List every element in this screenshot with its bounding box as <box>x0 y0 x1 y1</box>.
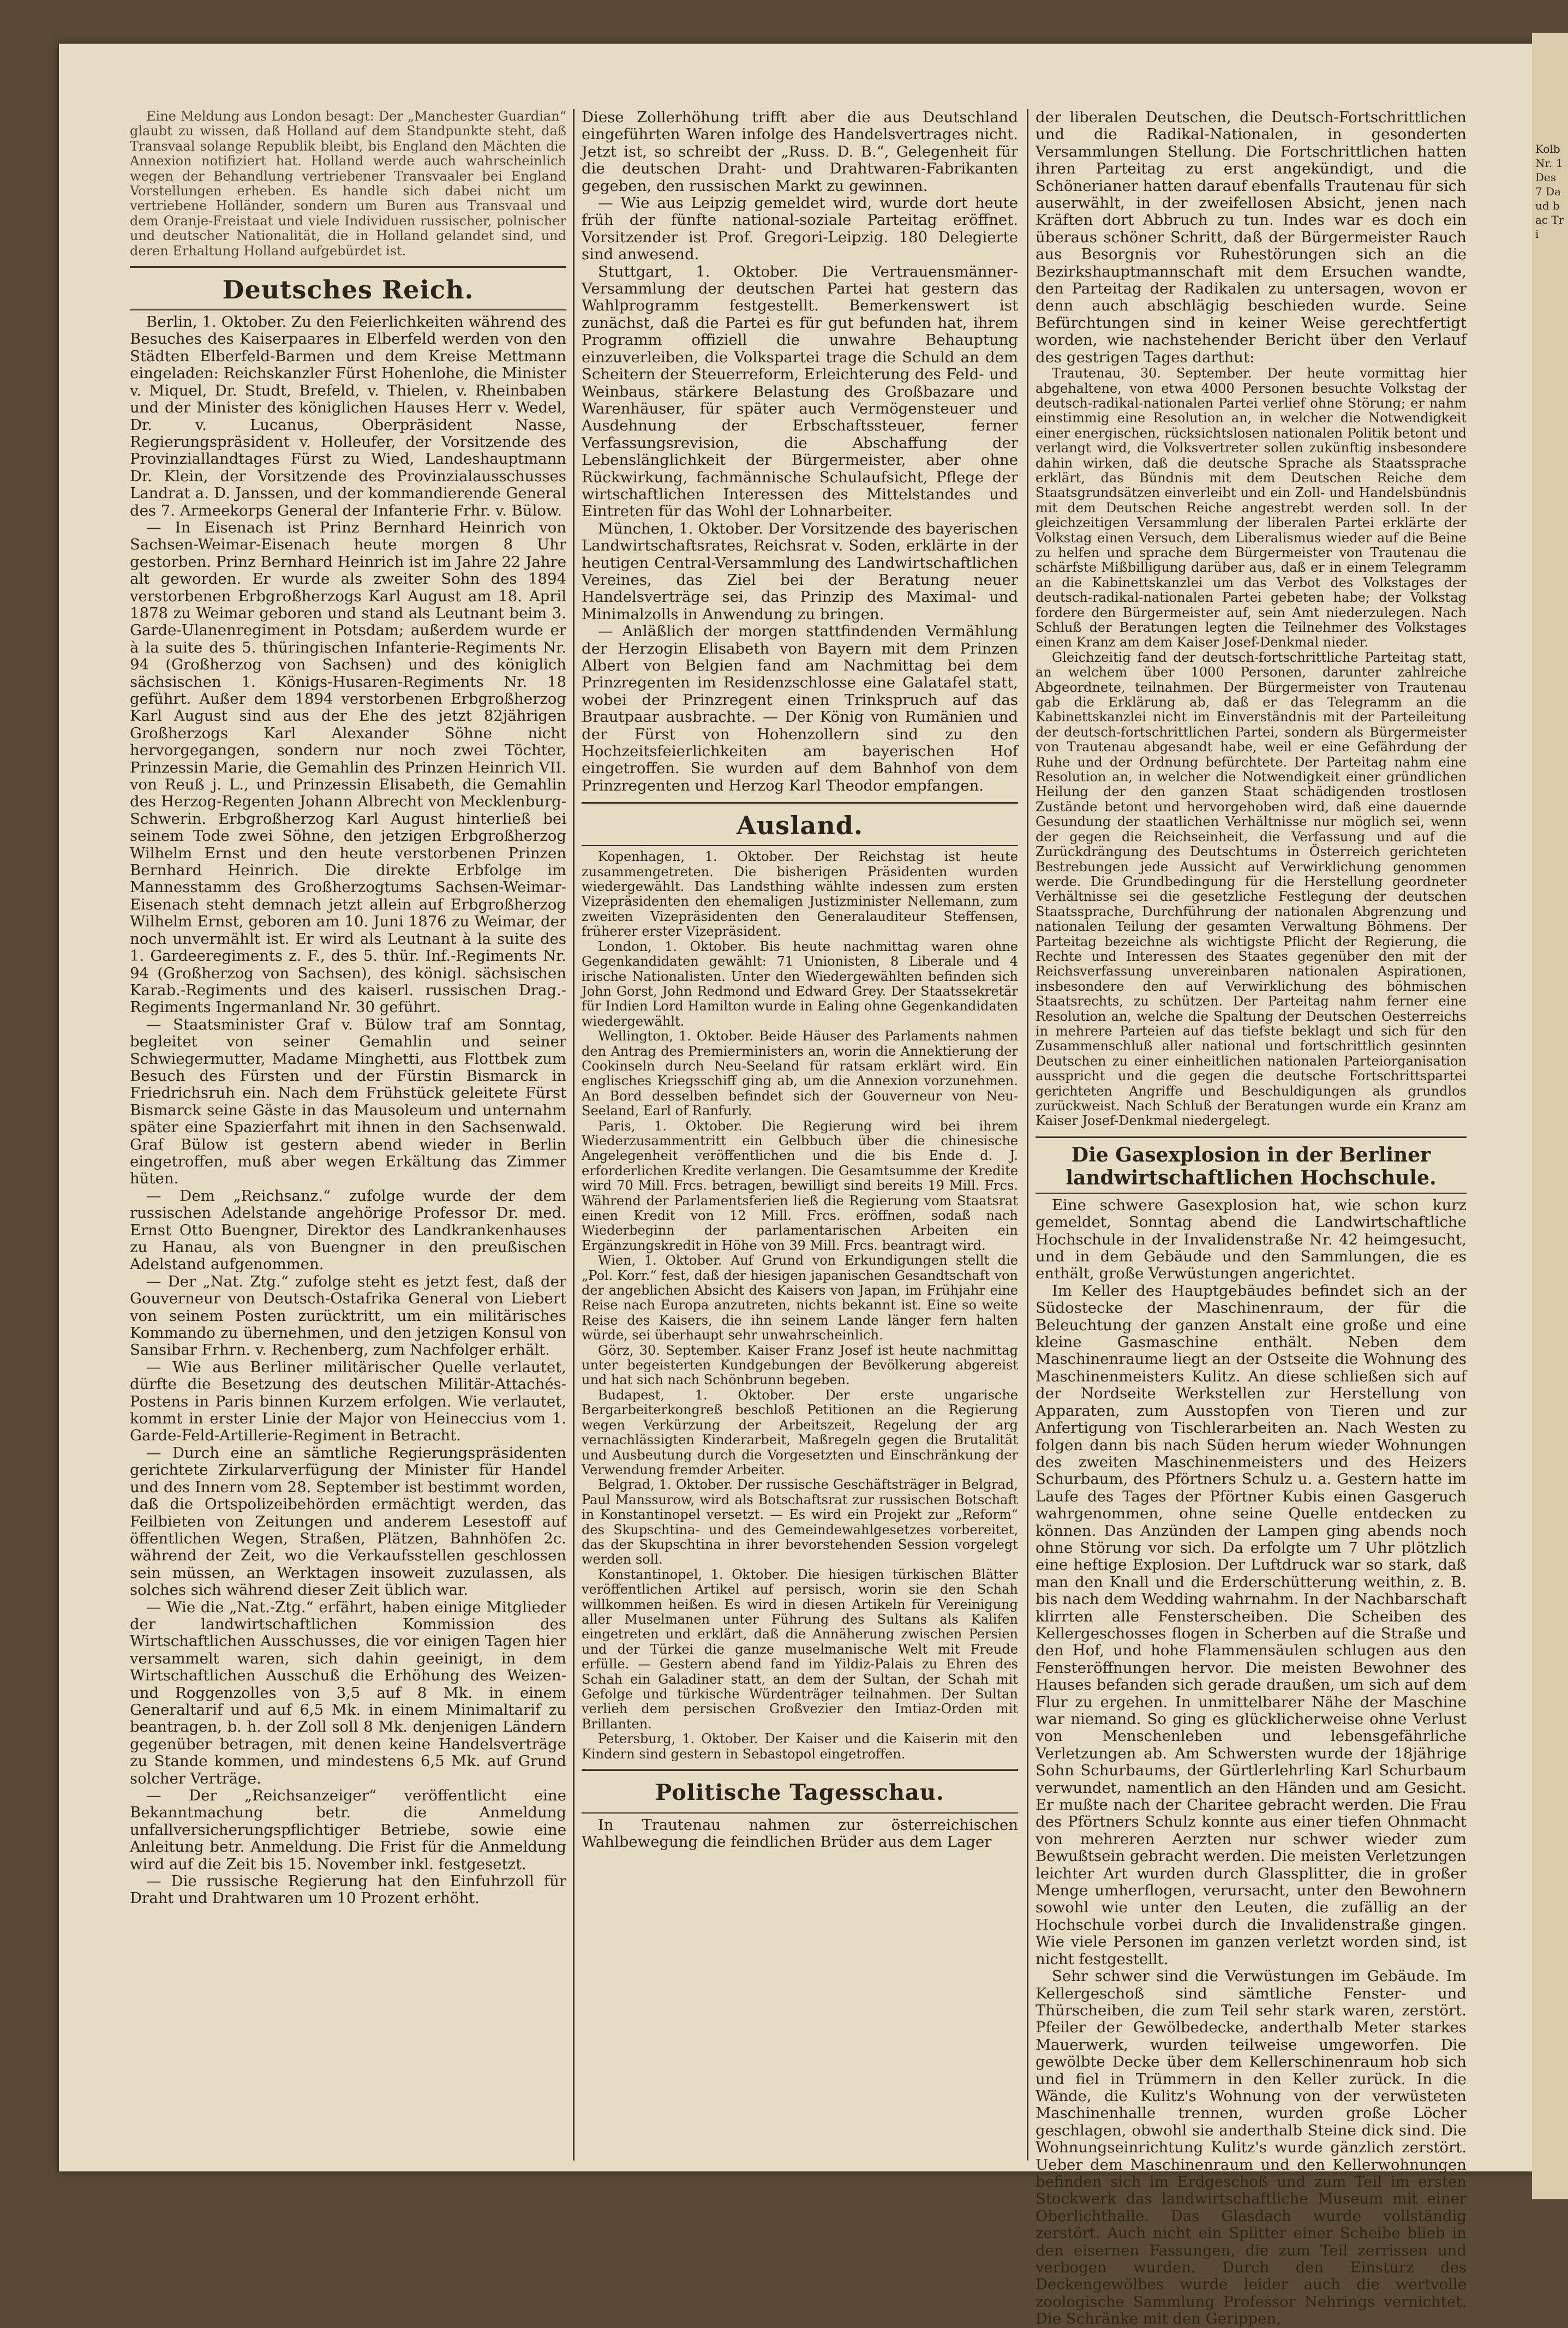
report-paragraph: Trautenau, 30. September. Der heute vormittag hier abgehaltene, von etwa 4000 Personen besuchte Volkstag der deutsch-radikal-nationalen Partei verlief ohne Störung; er nahm einstimmig eine Resolution an, in welcher die Notwendigkeit einer energischen, rücksichtslosen nationalen Politik betont und verlangt wird, die Volksvertreter sollen zukünftig insbesondere dahin wirken, daß die deutsche Sprache als Staatssprache erklärt, das Bündnis mit dem Deutschen Reiche dem Staatsgrundsätzen einverleibt und ein Zoll- und Handelsbündnis mit dem Deutschen Reiche angestrebt werden soll. In der gleichzeitigen Versammlung der liberalen Partei erklärte der Volkstag einen Versuch, dem Liberalismus wieder auf die Beine zu helfen und sprache dem Bürgermeister von Trautenau die schärfste Mißbilligung darüber aus, daß er in einem Telegramm an die Kabinettskanzlei um das Verbot des Volkstages der deutsch-radikal-nationalen Partei gebeten habe; der Volkstag fordere den Bürgermeister auf, sein Amt niederzulegen. Nach Schluß der Beratungen legten die Teilnehmer des Volkstages einen Kranz am dem Kaiser Josef-Denkmal nieder. <box>1036 366 1467 650</box>
news-item: Kopenhagen, 1. Oktober. Der Reichstag ist heute zusammengetreten. Die bisherigen Präsidenten wurden wiedergewählt. Das Landsthing wählte indessen zum ersten Vizepräsidenten den ehemaligen Justizminister Nellemann, zum zweiten Vizepräsidenten den Generalauditeur Steffensen, früherer erster Vizepräsident. <box>582 849 1018 939</box>
article-paragraph: München, 1. Oktober. Der Vorsitzende des bayerischen Landwirtschaftsrates, Reichsrat v. Soden, erklärte in der heutigen Central-Versammlung des Landwirtschaftlichen Vereines, das Ziel bei der Beratung neuer Handelsverträge sei, das Prinzip des Maximal- und Minimalzolls in Anwendung zu bringen. <box>582 519 1018 623</box>
section-divider <box>130 266 566 268</box>
article-paragraph: — Der „Nat. Ztg.“ zufolge steht es jetzt fest, daß der Gouverneur von Deutsch-Ostafrika General von Liebert von seinem Posten zurücktritt, um ein militärisches Kommando zu übernehmen, und den jetzigen Konsul von Sansibar Frhrn. v. Rechenberg, zum Nachfolger erhält. <box>130 1272 566 1359</box>
column-2 <box>582 109 1018 2161</box>
article-paragraph: der liberalen Deutschen, die Deutsch-Fortschrittlichen und die Radikal-Nationalen, in gesonderten Versammlungen Stellung. Die Fortschrittlichen hatten ihren Parteitag zu erst angekündigt, und die Schönerianer hatten darauf ebenfalls Trautenau für sich auserwählt, in der zweifellosen Absicht, jenen nach Kräften dort Abbruch zu tun. Indes war es doch ein überaus schöner Schritt, daß der Bürgermeister Rauch aus Besorgnis vor Ruhestörungen sich an die Bezirkshauptmannschaft mit dem Ersuchen wandte, den Parteitag der Radikalen zu untersagen, wovon er denn auch abschlägig beschieden wurde. Seine Befürchtungen sind in keiner Weise gerechtfertigt worden, wie nachstehender Bericht über den Verlauf des gestrigen Tages darthut: <box>1036 109 1467 366</box>
intro-paragraph: Eine Meldung aus London besagt: Der „Manchester Guardian“ glaubt zu wissen, daß Holland auf dem Standpunkte steht, daß Transvaal solange Republik bleibt, bis England den Mächten die Annexion notifiziert hat. Holland werde auch wahrscheinlich wegen der Behandlung vertriebener Transvaaler bei England Vorstellungen erheben. Es handle sich dabei nicht um vertriebene Holländer, sondern um Buren aus Transvaal und dem Oranje-Freistaat und viele Individuen russischer, polnischer und deutscher Nationalität, die in Holland gelandet sind, und deren Erhaltung Holland aufgebürdet ist. <box>130 109 566 259</box>
news-item: Wellington, 1. Oktober. Beide Häuser des Parlaments nahmen den Antrag des Premierministers an, worin die Annektierung der Cookinseln durch Neu-Seeland für ratsam erklärt wird. Ein englisches Kriegsschiff ging ab, um die Annexion vorzunehmen. An Bord desselben befindet sich der Gouverneur von Neu-Seeland, Earl of Ranfurly. <box>582 1028 1018 1119</box>
article-paragraph: — Dem „Reichsanz.“ zufolge wurde der dem russischen Adelstande angehörige Professor Dr. med. Ernst Otto Buengner, Direktor des Landkrankenhauses zu Hanau, als von Buengner in den preußischen Adelstand aufgenommen. <box>130 1187 566 1273</box>
news-item: Konstantinopel, 1. Oktober. Die hiesigen türkischen Blätter veröffentlichen Artikel auf persisch, worin sie den Schah willkommen heißen. Es wird in diesen Artikeln für Vereinigung aller Muselmanen unter Führung des Sultans als Kalifen eingetreten und erklärt, daß die Annäherung zwischen Persien und der Türkei die ganze muselmanische Welt mit Freude erfülle. — Gestern abend fand im Yildiz-Palais zu Ehren des Schah ein Galadiner statt, an dem der Sultan, der Schah mit Gefolge und türkische Würdenträger teilnahmen. Der Sultan verlieh dem persischen Großvezier den Imtiaz-Orden mit Brillanten. <box>582 1566 1018 1732</box>
news-item: Petersburg, 1. Oktober. Der Kaiser und die Kaiserin mit den Kindern sind gestern in Sebastopol eingetroffen. <box>582 1731 1018 1762</box>
article-paragraph: — Anläßlich der morgen stattfindenden Vermählung der Herzogin Elisabeth von Bayern mit dem Prinzen Albert von Belgien fand am Nachmittag bei dem Prinzregenten im Residenzschlosse eine Galatafel statt, wobei der Prinzregent einen Trinkspruch auf das Brautpaar ausbrachte. — Der König von Rumänien und der Fürst von Hohenzollern sind zu den Hochzeitsfeierlichkeiten am bayerischen Hof eingetroffen. Sie wurden auf dem Bahnhof von dem Prinzregenten und Herzog Karl Theodor empfangen. <box>582 623 1018 794</box>
heading-underline <box>582 845 1018 846</box>
article-paragraph: — Der „Reichsanzeiger“ veröffentlicht eine Bekanntmachung betr. die Anmeldung unfallversicherungspflichtiger Betriebe, sowie eine Anleitung betr. Anmeldung. Die Frist für die Anmeldung wird auf die Zeit bis 15. November inkl. festgesetzt. <box>130 1787 566 1873</box>
adjacent-page-edge <box>1532 33 1568 2199</box>
news-item: Görz, 30. September. Kaiser Franz Josef ist heute nachmittag unter begeisterten Kundgebungen der Bevölkerung abgereist und hat sich nach Schönbrunn begeben. <box>582 1342 1018 1388</box>
article-paragraph: — Wie die „Nat.-Ztg.“ erfährt, haben einige Mitglieder der landwirtschaftlichen Kommission des Wirtschaftlichen Ausschusses, die vor einigen Tagen hier versammelt waren, sich dahin geeinigt, in dem Wirtschaftlichen Ausschuß die Erhöhung des Weizen- und Roggenzolles von 3,5 auf 8 Mk. in einem Generaltarif und auf 6,5 Mk. in einem Minimaltarif zu beantragen, b. h. der Zoll soll 8 Mk. denjenigen Ländern gegenüber betragen, mit denen keine Handelsverträge zu Stande kommen, und mindestens 6,5 Mk. auf Grund solcher Verträge. <box>130 1598 566 1787</box>
article-paragraph: — In Eisenach ist Prinz Bernhard Heinrich von Sachsen-Weimar-Eisenach heute morgen 8 Uhr gestorben. Prinz Bernhard Heinrich ist im Jahre 22 Jahre alt geworden. Er wurde als zweiter Sohn des 1894 verstorbenen Erbgroßherzogs Karl August am 18. April 1878 zu Weimar geboren und stand als Leutnant beim 3. Garde-Ulanenregiment in Potsdam; außerdem wurde er à la suite des 5. thüringischen Infanterie-Regiments Nr. 94 (Großherzog von Sachsen) und des königlich sächsischen 1. Königs-Husaren-Regiments Nr. 18 geführt. Außer dem 1894 verstorbenen Erbgroßherzog Karl August sind aus der Ehe des jetzt 82jährigen Großherzogs Karl Alexander Söhne nicht hervorgegangen, sondern nur noch zwei Töchter, Prinzessin Marie, die Gemahlin des Prinzen Heinrich VII. von Reuß j. L., und Prinzessin Elisabeth, die Gemahlin des Herzog-Regenten Johann Albrecht von Mecklenburg-Schwerin. Erbgroßherzog Karl August hinterließ bei seinem Tode zwei Söhne, den jetzigen Erbgroßherzog Wilhelm Ernst und den heute verstorbenen Prinzen Bernhard Heinrich. Die direkte Erbfolge im Mannesstamm des Großherzogtums Sachsen-Weimar-Eisenach steht demnach jetzt allein auf Erbgroßherzog Wilhelm Ernst, geboren am 10. Juni 1876 zu Weimar, der noch unvermählt ist. Er wird als Leutnant à la suite des 1. Gardeeregiments z. F., des 5. thür. Inf.-Regiments Nr. 94 (Großherzog von Sachsen), des königl. sächsischen Karab.-Regiments und des kaiserl. russischen Drag.-Regiments Ingermanland Nr. 30 geführt. <box>130 518 566 1016</box>
section-divider <box>582 1769 1018 1771</box>
article-paragraph: — Wie aus Berliner militärischer Quelle verlautet, dürfte die Besetzung des deutschen Militär-Attachés-Postens in Paris binnen Kurzem erfolgen. Wie verlautet, kommt in erster Linie der Major von Heineccius vom 1. Garde-Feld-Artillerie-Regiment in Betracht. <box>130 1358 566 1445</box>
article-paragraph: Stuttgart, 1. Oktober. Die Vertrauensmänner-Versammlung der deutschen Partei hat gestern das Wahlprogramm festgestellt. Bemerkenswert ist zunächst, daß die Partei es für gut befunden hat, ihrem Programm offiziell die unwahre Behauptung einzuverleiben, die Volkspartei trage die Schuld an dem Scheitern der Steuerreform, Erleichterung des Feld- und Weinbaus, stärkere Belastung des Großbazare und Warenhäuser, für später auch Vermögensteuer und Ausdehnung der Erbschaftssteuer, ferner Verfassungsrevision, die Abschaffung der Lebenslänglichkeit der Bürgermeister, aber ohne Rückwirkung, fachmännische Schulaufsicht, Pflege der wirtschaftlichen Interessen des Mittelstandes und Eintreten für das Wohl der Lohnarbeiter. <box>582 262 1018 520</box>
news-item: Budapest, 1. Oktober. Der erste ungarische Bergarbeiterkongreß beschloß Petitionen an die Regierung wegen Verkürzung der Arbeitszeit, Regelung der arg vernachlässigten Kinderarbeit, Maßregeln gegen die Brutalität und Ausbeutung durch die Vorgesetzten und Einschränkung der Verwendung fremder Arbeiter. <box>582 1387 1018 1477</box>
article-paragraph: Eine schwere Gasexplosion hat, wie schon kurz gemeldet, Sonntag abend die Landwirtschaftliche Hochschule in der Invalidenstraße Nr. 42 heimgesucht, und in dem Gebäude und den Sammlungen, die es enthält, große Verwüstungen angerichtet. <box>1036 1196 1467 1283</box>
article-paragraph: Diese Zollerhöhung trifft aber die aus Deutschland eingeführten Waren infolge des Handelsvertrages nicht. Jetzt ist, so schreibt der „Russ. D. B.“, Gelegenheit für die deutschen Draht- und Drahtwaren-Fabrikanten gegeben, den russischen Markt zu gewinnen. <box>582 109 1018 195</box>
heading-gasexplosion: Die Gasexplosion in der Berliner landwirtschaftlichen Hochschule. <box>1066 1143 1437 1189</box>
news-item: Wien, 1. Oktober. Auf Grund von Erkundigungen stellt die „Pol. Korr.“ fest, daß der hiesigen japanischen Gesandtschaft von der angeblichen Absicht des Kaisers von Japan, im Frühjahr eine Reise nach Europa anzutreten, nichts bekannt ist. Eine so weite Reise des Kaisers, die ihn seinem Lande länger fern halten würde, sei überhaupt sehr unwahrscheinlich. <box>582 1253 1018 1343</box>
article-paragraph: Berlin, 1. Oktober. Zu den Feierlichkeiten während des Besuches des Kaiserpaares in Elberfeld werden von den Städten Elberfeld-Barmen und dem Kreise Mettmann eingeladen: Reichskanzler Fürst Hohenlohe, die Minister v. Miquel, Dr. Studt, Brefeld, v. Thielen, v. Rheinbaben und der Minister des königlichen Hauses Herr v. Wedel, Dr. v. Lucanus, Oberpräsident Nasse, Regierungspräsident v. Holleufer, der Vorsitzende des Provinziallandtages Fürst zu Wied, Landeshauptmann Dr. Klein, der Vorsitzende des Provinzialausschusses Landrat a. D. Janssen, und der kommandierende General des 7. Armeekorps General der Infanterie Frhr. v. Bülow. <box>130 313 566 519</box>
heading-underline <box>1036 1193 1467 1194</box>
column-rule <box>573 109 574 2161</box>
column-rule <box>1027 109 1028 2161</box>
heading-underline <box>582 1812 1018 1814</box>
newspaper-page <box>59 44 1532 2328</box>
article-paragraph: — Die russische Regierung hat den Einfuhrzoll für Draht und Drahtwaren um 10 Prozent erhöht. <box>130 1872 566 1907</box>
column-1 <box>130 109 566 2161</box>
article-paragraph: In Trautenau nahmen zur österreichischen Wahlbewegung die feindlichen Brüder aus dem Lager <box>582 1816 1018 1851</box>
article-paragraph: Im Keller des Hauptgebäudes befindet sich an der Südostecke der Maschinenraum, der für die Beleuchtung der ganzen Anstalt eine große und eine kleine Gasmaschine enthält. Neben dem Maschinenraume liegt an der Ostseite die Wohnung des Maschinenmeisters Kulitz. An diese schließen sich auf der Nordseite Werkstellen zur Herstellung von Apparaten, zum Ausstopfen von Tieren und zur Anfertigung von Tischlerarbeiten an. Nach Westen zu folgen dann bis nach Süden herum wieder Wohnungen des zweiten Maschinenmeisters und des Heizers Schurbaum, des Pförtners Schulz u. a. Gestern hatte im Laufe des Tages der Pförtner Kubis einen Gasgeruch wahrgenommen, ohne seine Quelle entdecken zu können. Das Anzünden der Lampen ging abends noch ohne Störung vor sich. Da erfolgte um 7 Uhr plötzlich eine heftige Explosion. Der Luftdruck war so stark, daß man den Knall und die Erderschütterung weithin, z. B. bis nach dem Wedding wahrnahm. In der Nachbarschaft klirrten alle Fensterscheiben. Die Scheiben des Kellergeschosses flogen in Scherben auf die Straße und den Hof, und hohe Flammensäulen schlugen aus den Fensteröffnungen hervor. Die meisten Bewohner des Hauses befanden sich gerade draußen, um sich auf dem Flur zu ergehen. In unmittelbarer Nähe der Maschine war niemand. So ging es glücklicherweise ohne Verlust von Menschenleben und lebensgefährliche Verletzungen ab. Am Schwersten wurde der 18jährige Sohn Schurbaums, der Gürtlerlehrling Karl Schurbaum verwundet, namentlich an den Händen und am Gesicht. Er mußte nach der Charitee gebracht werden. Die Frau des Pförtners Schulz konnte aus einer tiefen Ohnmacht von mehreren Aerzten nur schwer wieder zum Bewußtsein gebracht werden. Die meisten Verletzungen leichter Art wurden durch Glassplitter, die in großer Menge umherflogen, verursacht, unter den Bewohnern sowohl wie unter den Leuten, die zufällig an der Hochschule vorbei durch die Invalidenstraße gingen. Wie viele Personen im ganzen verletzt worden sind, ist nicht festgestellt. <box>1036 1282 1467 1968</box>
column-3 <box>1036 109 1467 2328</box>
article-paragraph: — Durch eine an sämtliche Regierungspräsidenten gerichtete Zirkularverfügung der Minister für Handel und des Innern vom 28. September ist bestimmt worden, daß die Ortspolizeibehörden ermächtigt werden, das Feilbieten von Zeitungen und anderem Lesestoff auf öffentlichen Wegen, Straßen, Plätzen, Bahnhöfen 2c. während der Zeit, wo die Verkaufsstellen geschlossen sein müssen, an Werktagen insoweit zuzulassen, als solches sich während dieser Zeit üblich war. <box>130 1444 566 1599</box>
heading-ausland: Ausland. <box>737 811 863 841</box>
heading-politische-tagesschau: Politische Tagesschau. <box>655 1780 944 1806</box>
edge-text: Kolb Nr. 1 Des 7 Daud bac Tri <box>1535 142 1564 241</box>
section-divider <box>1036 1136 1467 1138</box>
news-item: Belgrad, 1. Oktober. Der russische Geschäftsträger in Belgrad, Paul Manssurow, wird als Botschaftsrat zur russischen Botschaft in Konstantinopel versetzt. — Es wird ein Projekt zur „Reform“ des Skupschtina- und des Gemeindewahlgesetzes vorbereitet, das der Skupschtina in ihrer bevorstehenden Session vorgelegt werden soll. <box>582 1477 1018 1567</box>
article-paragraph: — Staatsminister Graf v. Bülow traf am Sonntag, begleitet von seiner Gemahlin und seiner Schwiegermutter, Madame Minghetti, aus Flottbek zum Besuch des Fürsten und der Fürstin Bismarck in Friedrichsruh ein. Nach dem Frühstück geleitete Fürst Bismarck seine Gäste in das Mausoleum und unternahm später eine Spazierfahrt mit ihnen in den Sachsenwald. Graf Bülow ist gestern abend wieder in Berlin eingetroffen, muß aber wegen Erkältung das Zimmer hüten. <box>130 1015 566 1188</box>
section-divider <box>582 802 1018 804</box>
report-paragraph: Gleichzeitig fand der deutsch-fortschrittliche Parteitag statt, an welchem über 1000 Personen, darunter zahlreiche Abgeordnete, teilnahmen. Der Bürgermeister von Trautenau gab die Erklärung ab, daß er das Telegramm an die Kabinettskanzlei nicht im Einverständnis mit der Parteileitung der deutsch-fortschrittlichen Partei, sondern als Bürgermeister von Trautenau abgesandt habe, weil er eine Gefährdung der Ruhe und der Ordnung befürchtete. Der Parteitag nahm eine Resolution an, in welcher die Notwendigkeit einer gründlichen Heilung der den ganzen Staat schädigenden trostlosen Zustände betont und hervorgehoben wird, daß eine dauernde Gesundung der staatlichen Verhältnisse nur möglich sei, wenn der gegen die Reichseinheit, die Verfassung und auf die Zurückdrängung des Deutschtums in Österreich gerichteten Bestrebungen jede Aussicht auf Verwirklichung genommen werde. Die Grundbedingung für die Herstellung geordneter Verhältnisse sei die gesetzliche Festlegung der deutschen Staatssprache, Durchführung der nationalen Abgrenzung und nationalen Teilung der gesamten Verwaltung Böhmens. Der Parteitag bezeichne als wichtigste Pflicht der Regierung, die Rechte und Interessen des Staates gegenüber den mit der Reichsverfassung unvereinbaren nationalen Aspirationen, insbesondere den auf Verwirklichung des böhmischen Staatsrechts, zu schützen. Der Parteitag nahm ferner eine Resolution an, welche die Spaltung der Deutschen Oesterreichs in mehrere Parteien auf das tiefste beklagt und sich für den Zusammenschluß aller national und fortschrittlich gesinnten Deutschen zu einer einheitlichen nationalen Parteiorganisation ausspricht und die gegen die deutsche Fortschrittspartei gerichteten Angriffe und Beschuldigungen als grundlos zurückweist. Nach Schluß der Beratungen wurde ein Kranz am Kaiser Josef-Denkmal niedergelegt. <box>1036 649 1467 1129</box>
news-item: London, 1. Oktober. Bis heute nachmittag waren ohne Gegenkandidaten gewählt: 71 Unionisten, 8 Liberale und 4 irische Nationalisten. Unter den Wiedergewählten befinden sich John Gorst, John Redmond und Edward Grey. Der Staatssekretär für Indien Lord Hamilton wurde in Ealing ohne Gegenkandidaten wiedergewählt. <box>582 938 1018 1029</box>
news-item: Paris, 1. Oktober. Die Regierung wird bei ihrem Wiederzusammentritt ein Gelbbuch über die chinesische Angelegenheit veröffentlichen und die bis Ende d. J. erforderlichen Kredite verlangen. Die Gesamtsumme der Kredite wird 70 Mill. Frcs. betragen, bewilligt sind bereits 19 Mill. Frcs. Während der Parlamentsferien ließ die Regierung vom Staatsrat einen Kredit von 12 Mill. Frcs. eröffnen, sodaß nach Wiederbeginn der parlamentarischen Arbeiten ein Ergänzungskredit in Höhe von 39 Mill. Frcs. beantragt wird. <box>582 1118 1018 1253</box>
heading-deutsches-reich: Deutsches Reich. <box>222 275 474 305</box>
heading-underline <box>130 309 566 310</box>
article-paragraph: — Wie aus Leipzig gemeldet wird, wurde dort heute früh der fünfte national-soziale Parteitag eröffnet. Vorsitzender ist Prof. Gregori-Leipzig. 180 Delegierte sind anwesend. <box>582 194 1018 264</box>
article-paragraph: Sehr schwer sind die Verwüstungen im Gebäude. Im Kellergeschoß sind sämtliche Fenster- und Thürscheiben, die zum Teil sehr stark waren, zerstört. Pfeiler der Gewölbedecke, anderthalb Meter starkes Mauerwerk, wurden teilweise umgeworfen. Die gewölbte Decke über dem Kellerschinenraum hob sich und fiel in Trümmern in den Keller zurück. In die Wände, die Kulitz's Wohnung von der verwüsteten Maschinenhalle trennen, wurden große Löcher geschlagen, obwohl sie anderthalb Steine dick sind. Die Wohnungseinrichtung Kulitz's wurde gänzlich zerstört. Ueber dem Maschinenraum und den Kellerwohnungen befinden sich im Erdgeschoß und zum Teil im ersten Stockwerk das landwirtschaftliche Museum mit einer Oberlichthalle. Das Glasdach wurde vollständig zerstört. Auch nicht ein Splitter einer Scheibe blieb in den eisernen Fassungen, die zum Teil zerrissen und verbogen wurden. Durch den Einsturz des Deckengewölbes wurde leider auch die wertvolle zoologische Sammlung Professor Nehrings vernichtet. Die Schränke mit den Gerippen, <box>1036 1967 1467 2328</box>
